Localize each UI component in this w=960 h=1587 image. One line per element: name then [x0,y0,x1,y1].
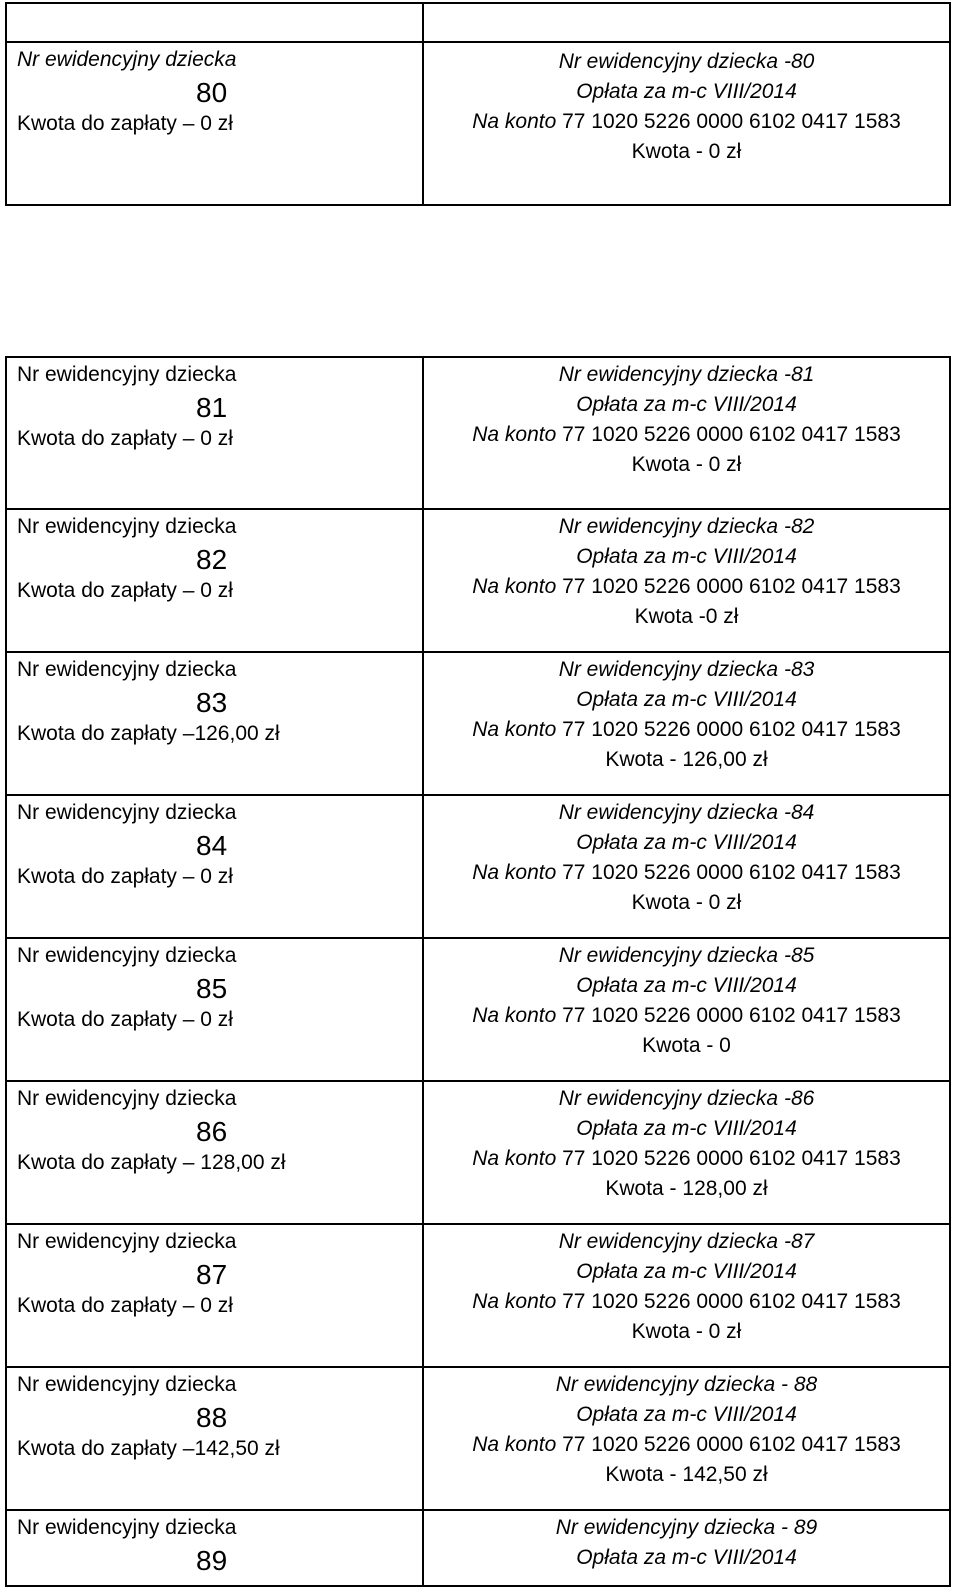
transfer-slip-cell [423,42,950,205]
slip-fee-period: Opłata za m-c VIII/2014 [576,1403,797,1426]
payment-slips-table [5,356,951,1587]
child-number: 88 [196,1402,228,1433]
table-header-row [6,3,950,42]
slip-amount: Kwota - 0 zł [631,1320,742,1343]
child-label: Nr ewidencyjny dziecka [17,944,237,967]
table-row [6,509,950,652]
amount-due: Kwota do zapłaty –142,50 zł [17,1437,280,1460]
child-number: 80 [196,77,228,108]
amount-due: Kwota do zapłaty – 0 zł [17,1294,233,1317]
child-label: Nr ewidencyjny dziecka [17,658,237,681]
slip-account [424,858,949,888]
slip-fee-period: Opłata za m-c VIII/2014 [576,688,797,711]
table-row [6,42,950,205]
child-cell [6,938,423,1081]
child-number: 86 [196,1116,228,1147]
child-number: 81 [196,392,228,423]
slip-fee-period: Opłata za m-c VIII/2014 [576,1546,797,1569]
transfer-slip-cell [423,795,950,938]
slip-account-number: 77 1020 5226 0000 6102 0417 1583 [562,718,901,741]
child-cell [6,1510,423,1586]
slip-account-number: 77 1020 5226 0000 6102 0417 1583 [562,1433,901,1456]
slip-account-number: 77 1020 5226 0000 6102 0417 1583 [562,1290,901,1313]
header-cell-left [6,3,423,42]
amount-due: Kwota do zapłaty – 128,00 zł [17,1151,286,1174]
slip-account-label: Na konto [472,110,563,133]
child-number: 84 [196,830,228,861]
amount-due: Kwota do zapłaty – 0 zł [17,427,233,450]
child-label: Nr ewidencyjny dziecka [17,1373,237,1396]
slip-account-label: Na konto [472,1147,563,1170]
slip-account-label: Na konto [472,423,563,446]
slip-child-number: Nr ewidencyjny dziecka -86 [558,1087,815,1110]
transfer-slip-cell [423,357,950,509]
child-number: 89 [196,1545,228,1576]
slip-account [424,572,949,602]
table-row [6,795,950,938]
slip-account-number: 77 1020 5226 0000 6102 0417 1583 [562,423,901,446]
table-row [6,357,950,509]
transfer-slip-cell [423,1081,950,1224]
slip-account-label: Na konto [472,861,563,884]
child-label: Nr ewidencyjny dziecka [17,515,237,538]
slip-fee-period: Opłata za m-c VIII/2014 [576,1117,797,1140]
transfer-slip-cell [423,652,950,795]
slip-amount: Kwota - 0 zł [631,453,742,476]
child-label: Nr ewidencyjny dziecka [17,1516,237,1539]
slip-child-number: Nr ewidencyjny dziecka -81 [558,363,815,386]
slip-account-number: 77 1020 5226 0000 6102 0417 1583 [562,1147,901,1170]
slip-account-label: Na konto [472,718,563,741]
child-cell [6,1224,423,1367]
slip-account-number: 77 1020 5226 0000 6102 0417 1583 [562,861,901,884]
header-cell-right [423,3,950,42]
child-label: Nr ewidencyjny dziecka [17,801,237,824]
child-label: Nr ewidencyjny dziecka [17,363,237,386]
slip-fee-period: Opłata za m-c VIII/2014 [576,831,797,854]
amount-due: Kwota do zapłaty – 0 zł [17,579,233,602]
table-row [6,652,950,795]
slip-amount: Kwota - 0 zł [631,891,742,914]
amount-due: Kwota do zapłaty –126,00 zł [17,722,280,745]
slip-account-number: 77 1020 5226 0000 6102 0417 1583 [562,575,901,598]
child-cell [6,357,423,509]
slip-amount: Kwota -0 zł [634,605,739,628]
table-row [6,1510,950,1586]
transfer-slip-cell [423,938,950,1081]
child-cell [6,1081,423,1224]
slip-fee-period: Opłata za m-c VIII/2014 [576,545,797,568]
slip-account [424,715,949,745]
amount-due: Kwota do zapłaty – 0 zł [17,112,233,135]
slip-child-number: Nr ewidencyjny dziecka -82 [558,515,815,538]
slip-amount: Kwota - 128,00 zł [605,1177,768,1200]
child-number: 87 [196,1259,228,1290]
slip-account-label: Na konto [472,1433,563,1456]
amount-due: Kwota do zapłaty – 0 zł [17,1008,233,1031]
slip-account-label: Na konto [472,1290,563,1313]
child-number: 85 [196,973,228,1004]
slip-account-number: 77 1020 5226 0000 6102 0417 1583 [562,1004,901,1027]
slip-fee-period: Opłata za m-c VIII/2014 [576,80,797,103]
table-row [6,1224,950,1367]
slip-child-number: Nr ewidencyjny dziecka -80 [558,50,815,73]
child-cell [6,42,423,205]
slip-amount: Kwota - 0 zł [631,140,742,163]
slip-child-number: Nr ewidencyjny dziecka -87 [558,1230,815,1253]
slip-account-label: Na konto [472,575,563,598]
child-cell [6,652,423,795]
slip-fee-period: Opłata za m-c VIII/2014 [576,1260,797,1283]
child-number: 83 [196,687,228,718]
child-label: Nr ewidencyjny dziecka [17,1230,237,1253]
slip-amount: Kwota - 0 [642,1034,731,1057]
slip-account-label: Na konto [472,1004,563,1027]
transfer-slip-cell [423,1367,950,1510]
table-row [6,938,950,1081]
slip-fee-period: Opłata za m-c VIII/2014 [576,393,797,416]
child-number: 82 [196,544,228,575]
slip-amount: Kwota - 126,00 zł [605,748,768,771]
slip-account [424,1001,949,1031]
table-row [6,1367,950,1510]
slip-child-number: Nr ewidencyjny dziecka -85 [558,944,815,967]
child-label: Nr ewidencyjny dziecka [17,1087,237,1110]
slip-child-number: Nr ewidencyjny dziecka -83 [558,658,815,681]
child-label: Nr ewidencyjny dziecka [17,48,237,71]
slip-account [424,107,949,137]
slip-account [424,1430,949,1460]
transfer-slip-cell [423,1510,950,1586]
slip-child-number: Nr ewidencyjny dziecka - 88 [555,1373,818,1396]
amount-due: Kwota do zapłaty – 0 zł [17,865,233,888]
table-row [6,1081,950,1224]
slip-account [424,1287,949,1317]
payment-slips-table-top [5,2,951,206]
slip-amount: Kwota - 142,50 zł [605,1463,768,1486]
child-cell [6,795,423,938]
slip-fee-period: Opłata za m-c VIII/2014 [576,974,797,997]
transfer-slip-cell [423,1224,950,1367]
slip-child-number: Nr ewidencyjny dziecka -84 [558,801,815,824]
slip-child-number: Nr ewidencyjny dziecka - 89 [555,1516,818,1539]
transfer-slip-cell [423,509,950,652]
slip-account [424,420,949,450]
slip-account-number: 77 1020 5226 0000 6102 0417 1583 [562,110,901,133]
child-cell [6,509,423,652]
slip-account [424,1144,949,1174]
child-cell [6,1367,423,1510]
